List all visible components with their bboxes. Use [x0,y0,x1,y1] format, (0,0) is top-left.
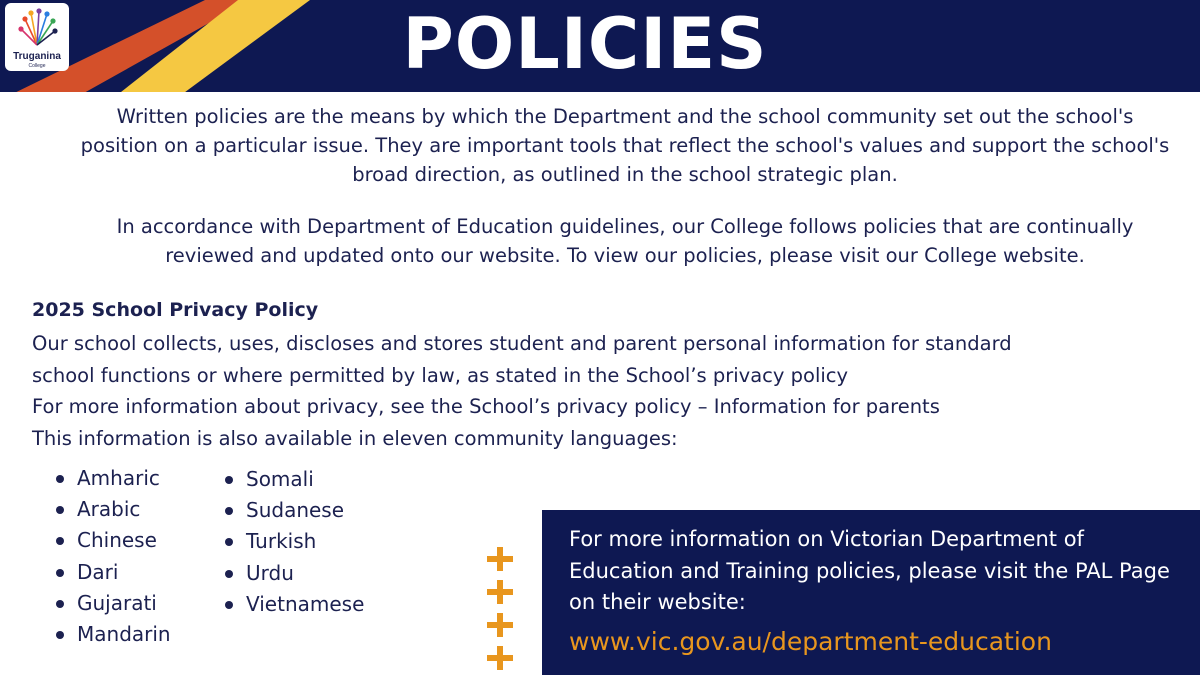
language-list-2 [221,464,364,620]
list-item: Urdu [221,558,364,589]
info-box-text: For more information on Victorian Department of Education and Training policies, please visit the PAL Page on their website: [569,527,1170,614]
privacy-line: Our school collects, uses, discloses and stores student and parent personal information for standard [32,332,1012,355]
decorative-plus-column [486,547,516,679]
header-banner [0,0,1200,92]
list-item: Somali [221,464,364,495]
list-item: Arabic [52,494,171,525]
plus-icon [486,646,514,674]
list-item: Gujarati [52,588,171,619]
privacy-line: school functions or where permitted by law, as stated in the School’s privacy policy [32,363,849,387]
list-item: Turkish [221,526,364,557]
list-item: Sudanese [221,495,364,526]
logo-name: Truganina [13,51,61,62]
plus-icon [486,547,514,575]
privacy-policy-heading: 2025 School Privacy Policy [32,299,319,321]
logo-icon [13,5,61,51]
college-logo [5,3,69,71]
info-box [542,510,1200,675]
list-item: Mandarin [52,619,171,650]
privacy-line: This information is also available in eleven community languages: [32,426,678,450]
list-item: Amharic [52,463,171,494]
plus-icon [486,613,514,641]
logo-subtitle: College [28,63,46,69]
intro-paragraph-1: Written policies are the means by which the Department and the school community set out the school's position on a particular issue. They are important tools that reflect the school's values and support the school's broad direction, as outlined in the school strategic plan. [80,105,1170,186]
list-item: Chinese [52,525,171,556]
page-title: POLICIES [402,3,768,85]
plus-icon [486,580,514,608]
intro-paragraph-2: In accordance with Department of Education guidelines, our College follows policies that are continually reviewed and updated onto our website. To view our policies, please visit our College website. [116,215,1134,267]
list-item: Vietnamese [221,589,364,620]
language-list-1 [52,463,171,650]
privacy-text [32,328,1182,454]
privacy-line: For more information about privacy, see the School’s privacy policy – Information for parents [32,395,940,418]
department-link[interactable]: www.vic.gov.au/department-education [569,627,1052,656]
list-item: Dari [52,557,171,588]
